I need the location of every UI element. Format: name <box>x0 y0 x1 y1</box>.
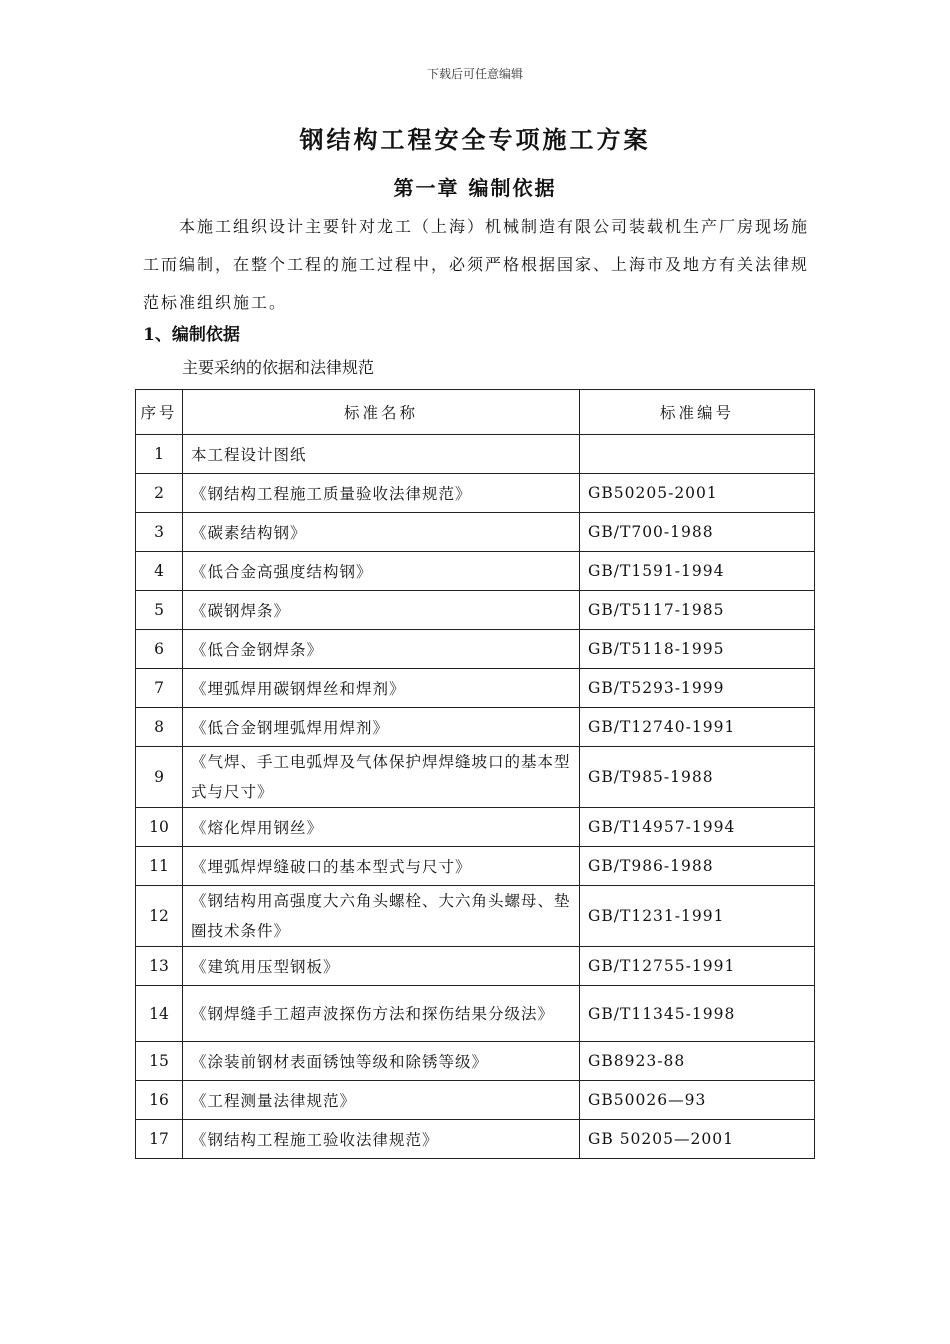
section-heading: 1、编制依据 <box>143 325 240 345</box>
table-row <box>136 986 815 1042</box>
row-code: GB/T11345-1998 <box>580 986 815 1042</box>
row-code: GB/T5293-1999 <box>580 669 815 708</box>
table-row <box>136 513 815 552</box>
table-row <box>136 630 815 669</box>
row-code: GB/T12740-1991 <box>580 708 815 747</box>
row-name: 《钢焊缝手工超声波探伤方法和探伤结果分级法》 <box>183 986 580 1042</box>
row-name: 《低合金钢埋弧焊用焊剂》 <box>183 708 580 747</box>
row-name: 《工程测量法律规范》 <box>183 1081 580 1120</box>
row-name: 《钢结构用高强度大六角头螺栓、大六角头螺母、垫圈技术条件》 <box>183 886 580 947</box>
intro-paragraph: 本施工组织设计主要针对龙工（上海）机械制造有限公司装载机生产厂房现场施工而编制，在整个工程的施工过程中，必须严格根据国家、上海市及地方有关法律规范标准组织施工。 <box>143 217 810 312</box>
table-row <box>136 435 815 474</box>
row-name: 《气焊、手工电弧焊及气体保护焊焊缝坡口的基本型式与尺寸》 <box>183 747 580 808</box>
row-code: GB/T12755-1991 <box>580 947 815 986</box>
table-row <box>136 847 815 886</box>
row-name: 《熔化焊用钢丝》 <box>183 808 580 847</box>
row-code: GB/T5118-1995 <box>580 630 815 669</box>
document-title: 钢结构工程安全专项施工方案 <box>299 125 651 154</box>
row-number: 10 <box>136 808 183 847</box>
row-name: 《钢结构工程施工质量验收法律规范》 <box>183 474 580 513</box>
row-name: 《埋弧焊用碳钢焊丝和焊剂》 <box>183 669 580 708</box>
row-number: 9 <box>136 747 183 808</box>
row-name: 《碳钢焊条》 <box>183 591 580 630</box>
chapter-title: 第一章 编制依据 <box>393 176 557 200</box>
row-name: 《低合金钢焊条》 <box>183 630 580 669</box>
row-number: 4 <box>136 552 183 591</box>
row-name: 《碳素结构钢》 <box>183 513 580 552</box>
row-number: 3 <box>136 513 183 552</box>
row-code: GB/T14957-1994 <box>580 808 815 847</box>
table-row <box>136 669 815 708</box>
row-code <box>580 435 815 474</box>
row-code: GB/T986-1988 <box>580 847 815 886</box>
row-name: 本工程设计图纸 <box>183 435 580 474</box>
table-row <box>136 886 815 947</box>
row-name: 《钢结构工程施工验收法律规范》 <box>183 1120 580 1159</box>
row-name: 《埋弧焊焊缝破口的基本型式与尺寸》 <box>183 847 580 886</box>
row-number: 6 <box>136 630 183 669</box>
table-row <box>136 474 815 513</box>
row-number: 16 <box>136 1081 183 1120</box>
row-code: GB8923-88 <box>580 1042 815 1081</box>
row-code: GB/T985-1988 <box>580 747 815 808</box>
row-code: GB 50205—2001 <box>580 1120 815 1159</box>
row-name: 《涂装前钢材表面锈蚀等级和除锈等级》 <box>183 1042 580 1081</box>
row-number: 7 <box>136 669 183 708</box>
row-code: GB50205-2001 <box>580 474 815 513</box>
table-row <box>136 1120 815 1159</box>
table-row <box>136 1042 815 1081</box>
table-header-row <box>136 390 815 435</box>
row-number: 14 <box>136 986 183 1042</box>
row-code: GB/T1231-1991 <box>580 886 815 947</box>
row-code: GB/T5117-1985 <box>580 591 815 630</box>
row-name: 《低合金高强度结构钢》 <box>183 552 580 591</box>
row-number: 8 <box>136 708 183 747</box>
table-row <box>136 1081 815 1120</box>
table-row <box>136 947 815 986</box>
row-number: 15 <box>136 1042 183 1081</box>
row-number: 13 <box>136 947 183 986</box>
standards-table <box>135 389 815 1159</box>
row-number: 12 <box>136 886 183 947</box>
row-name: 《建筑用压型钢板》 <box>183 947 580 986</box>
header-cell-number: 序号 <box>136 390 183 435</box>
table-row <box>136 591 815 630</box>
table-row <box>136 552 815 591</box>
header-cell-code: 标准编号 <box>580 390 815 435</box>
row-number: 11 <box>136 847 183 886</box>
header-note: 下载后可任意编辑 <box>426 67 523 81</box>
row-number: 5 <box>136 591 183 630</box>
header-cell-name: 标准名称 <box>183 390 580 435</box>
row-code: GB/T700-1988 <box>580 513 815 552</box>
table-row <box>136 747 815 808</box>
row-code: GB50026—93 <box>580 1081 815 1120</box>
row-number: 2 <box>136 474 183 513</box>
row-number: 17 <box>136 1120 183 1159</box>
row-number: 1 <box>136 435 183 474</box>
table-caption: 主要采纳的依据和法律规范 <box>182 358 375 377</box>
table-row <box>136 708 815 747</box>
row-code: GB/T1591-1994 <box>580 552 815 591</box>
table-row <box>136 808 815 847</box>
